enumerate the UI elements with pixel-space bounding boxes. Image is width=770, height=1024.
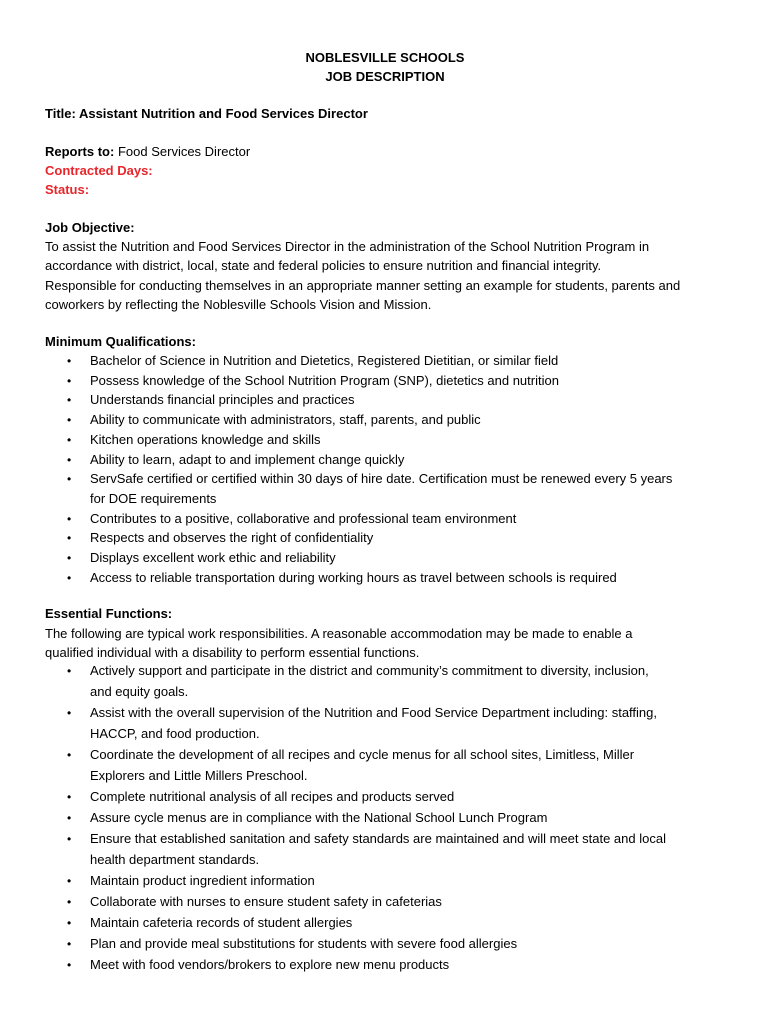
bullet-icon: • xyxy=(67,413,72,428)
bullet-icon: • xyxy=(67,748,72,762)
bullet-icon: • xyxy=(67,472,72,487)
reports-to-label: Reports to: xyxy=(45,144,115,159)
list-item-text: Explorers and Little Millers Preschool. xyxy=(90,768,308,783)
list-item-text: Plan and provide meal substitutions for students with severe food allergies xyxy=(90,936,518,951)
list-item-text: and equity goals. xyxy=(90,684,189,699)
bullet-icon: • xyxy=(67,570,72,585)
list-item-text: Meet with food vendors/brokers to explore new menu products xyxy=(90,957,450,972)
bullet-icon: • xyxy=(67,432,72,447)
bullet-icon: • xyxy=(67,373,72,388)
bullet-icon: • xyxy=(67,511,72,526)
text-line: The following are typical work responsibilities. A reasonable accommodation may be made to enable a xyxy=(45,626,633,641)
list-item-text: Contributes to a positive, collaborative and professional team environment xyxy=(90,510,517,526)
reports-to-value: Food Services Director xyxy=(117,144,251,159)
contracted-days-label: Contracted Days: xyxy=(45,163,153,178)
bullet-icon: • xyxy=(67,664,72,678)
list-item-text: Collaborate with nurses to ensure student safety in cafeterias xyxy=(90,894,442,909)
status-label: Status: xyxy=(45,182,90,197)
list-item-text: health department standards. xyxy=(90,852,260,867)
list-item-text: Understands financial principles and practices xyxy=(90,392,355,408)
bullet-icon: • xyxy=(67,706,72,720)
bullet-icon: • xyxy=(67,393,72,408)
list-item-text: Assure cycle menus are in compliance with the National School Lunch Program xyxy=(90,810,548,825)
list-item-text: Coordinate the development of all recipes and cycle menus for all school sites, Limitless, Miller xyxy=(90,747,635,762)
bullet-icon: • xyxy=(67,531,72,546)
text-line: Responsible for conducting themselves in an appropriate manner setting an example for students, parents and xyxy=(45,277,681,293)
list-item-text: Respects and observes the right of confidentiality xyxy=(90,530,374,546)
list-item-text: Ensure that established sanitation and safety standards are maintained and will meet state and local xyxy=(90,831,666,846)
text-line: qualified individual with a disability to perform essential functions. xyxy=(45,645,420,660)
bullet-icon: • xyxy=(67,452,72,467)
school-name: NOBLESVILLE SCHOOLS xyxy=(305,50,465,65)
list-item-text: Maintain product ingredient information xyxy=(90,873,315,888)
list-item-text: Complete nutritional analysis of all recipes and products served xyxy=(90,789,455,804)
qualifications-heading: Minimum Qualifications: xyxy=(45,334,196,349)
bullet-icon: • xyxy=(67,790,72,804)
reports-to-line xyxy=(45,144,250,160)
bullet-icon: • xyxy=(67,937,72,951)
list-item-text: Displays excellent work ethic and reliability xyxy=(90,550,336,565)
document-type: JOB DESCRIPTION xyxy=(325,69,445,84)
list-item-text: HACCP, and food production. xyxy=(90,726,260,741)
bullet-icon: • xyxy=(67,874,72,888)
bullet-icon: • xyxy=(67,551,72,565)
list-item-text: Actively support and participate in the district and community’s commitment to diversity, inclusion, xyxy=(90,663,649,678)
list-item-text: Ability to learn, adapt to and implement change quickly xyxy=(90,451,405,467)
text-line: accordance with district, local, state and federal policies to ensure nutrition and financial integrity. xyxy=(45,258,602,274)
list-item-text: Maintain cafeteria records of student allergies xyxy=(90,915,353,930)
bullet-icon: • xyxy=(67,958,72,972)
list-item-text: Possess knowledge of the School Nutrition Program (SNP), dietetics and nutrition xyxy=(90,372,559,388)
bullet-icon: • xyxy=(67,916,72,930)
objective-heading: Job Objective: xyxy=(45,220,135,235)
bullet-icon: • xyxy=(67,895,72,909)
bullet-icon: • xyxy=(67,832,72,846)
functions-heading: Essential Functions: xyxy=(45,606,173,621)
list-item-text: ServSafe certified or certified within 30 days of hire date. Certification must be renewed every 5 years xyxy=(90,471,673,487)
bullet-icon: • xyxy=(67,354,72,368)
list-item-text: Ability to communicate with administrators, staff, parents, and public xyxy=(90,412,481,428)
list-item-text: Assist with the overall supervision of the Nutrition and Food Service Department including: staffing, xyxy=(90,705,657,720)
text-line: coworkers by reflecting the Noblesville Schools Vision and Mission. xyxy=(45,296,432,312)
job-title: Title: Assistant Nutrition and Food Services Director xyxy=(45,106,368,121)
list-item-text: Kitchen operations knowledge and skills xyxy=(90,431,321,447)
list-item-text: for DOE requirements xyxy=(90,490,217,506)
list-item-text: Bachelor of Science in Nutrition and Dietetics, Registered Dietitian, or similar field xyxy=(90,353,559,368)
list-item-text: Access to reliable transportation during working hours as travel between schools is required xyxy=(90,569,617,585)
bullet-icon: • xyxy=(67,811,72,825)
text-line: To assist the Nutrition and Food Services Director in the administration of the School Nutrition Program in xyxy=(45,239,650,254)
